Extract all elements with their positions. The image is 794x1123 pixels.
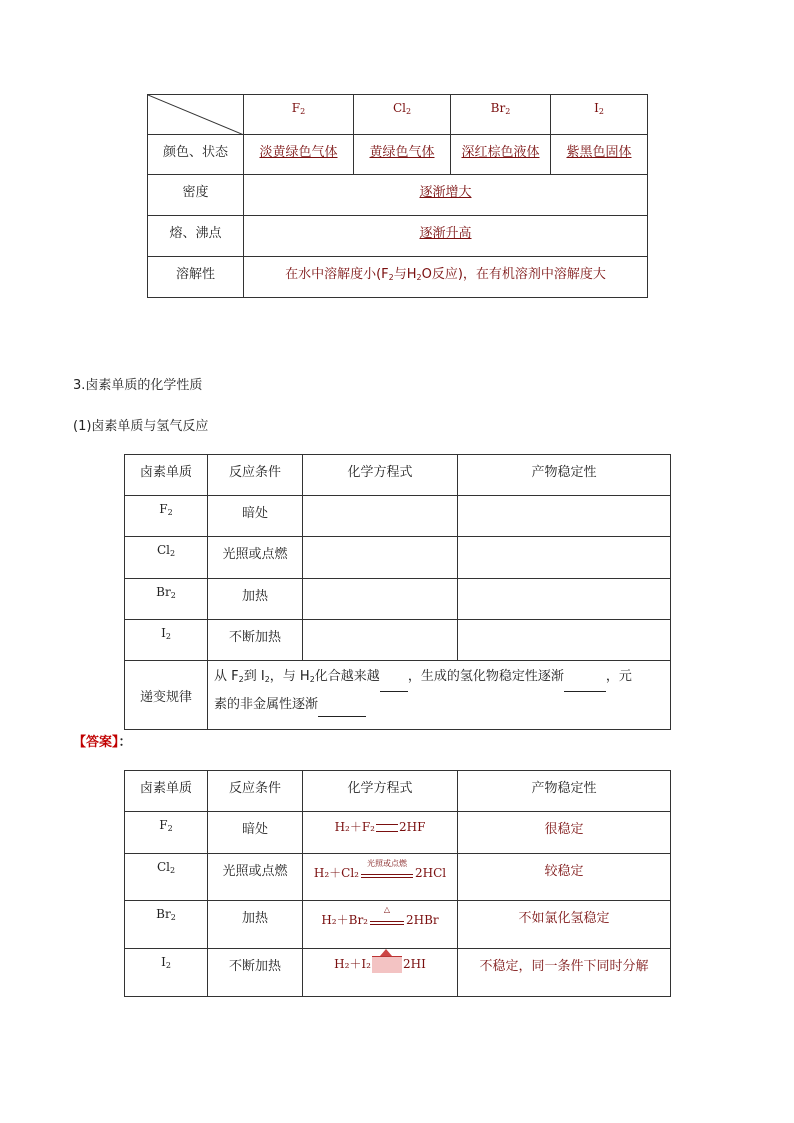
condition-cell: 加热	[208, 901, 303, 949]
reversible-condition-mark	[372, 956, 402, 973]
reaction-condition-arrow: 光照或点燃	[361, 867, 413, 881]
condition-cell: 光照或点燃	[208, 854, 303, 901]
halogen-br2: $Br_2$	[125, 901, 208, 949]
value-f2-color: 淡黄绿色气体	[244, 135, 354, 175]
answer-label: 【答案】：	[73, 735, 132, 750]
halogen-cl2: $Cl_2$	[125, 854, 208, 901]
halogen-f2: $F_2$	[125, 812, 208, 854]
stability-hf: 很稳定	[458, 812, 671, 854]
header-condition: 反应条件	[208, 771, 303, 812]
value-melting-boiling: 逐渐升高	[244, 216, 648, 257]
stability-blank-cell	[458, 537, 671, 579]
condition-cell: 不断加热	[208, 949, 303, 997]
value-i2-color: 紫黑色固体	[551, 135, 648, 175]
stability-hi: 不稳定，同一条件下同时分解	[458, 949, 671, 997]
row-label-density: 密度	[148, 175, 244, 216]
value-cl2-color: 黄绿色气体	[354, 135, 451, 175]
halogen-f2: $F_2$	[125, 496, 208, 537]
fill-blank[interactable]	[564, 667, 606, 692]
condition-cell: 光照或点燃	[208, 537, 303, 579]
equation-hi: H₂＋I₂ 2HI	[303, 949, 458, 997]
halogen-cl2: $Cl_2$	[125, 537, 208, 579]
equation-hbr: H₂＋Br₂ △ 2HBr	[303, 901, 458, 949]
equation-blank-cell	[303, 620, 458, 661]
fill-blank[interactable]	[318, 692, 366, 717]
rule-text: 从 $F_2$到 $I_2$，与 $H_2$化合越来越 ，生成的氢化物稳定性逐渐 ，元 素的非金属性逐渐	[208, 661, 671, 730]
equation-blank-cell	[303, 496, 458, 537]
value-br2-color: 深红棕色液体	[451, 135, 551, 175]
equation-blank-cell	[303, 579, 458, 620]
stability-hbr: 不如氯化氢稳定	[458, 901, 671, 949]
fill-blank[interactable]	[380, 667, 408, 692]
section-title: 3.卤素单质的化学性质	[73, 378, 203, 393]
condition-cell: 暗处	[208, 496, 303, 537]
equation-hcl: H₂＋Cl₂ 光照或点燃 2HCl	[303, 854, 458, 901]
header-halogen: 卤素单质	[125, 455, 208, 496]
equals-sign	[376, 824, 398, 832]
header-stability: 产物稳定性	[458, 771, 671, 812]
reaction-condition-arrow: △	[370, 914, 404, 928]
rule-label: 递变规律	[125, 661, 208, 730]
row-label-melting-boiling: 熔、沸点	[148, 216, 244, 257]
halogen-i2: $I_2$	[125, 949, 208, 997]
header-f2: $F_2$	[244, 95, 354, 135]
header-equation: 化学方程式	[303, 455, 458, 496]
header-equation: 化学方程式	[303, 771, 458, 812]
header-halogen: 卤素单质	[125, 771, 208, 812]
header-condition: 反应条件	[208, 455, 303, 496]
halogen-i2: $I_2$	[125, 620, 208, 661]
header-stability: 产物稳定性	[458, 455, 671, 496]
value-density: 逐渐增大	[244, 175, 648, 216]
hydrogen-reaction-table	[124, 454, 671, 730]
properties-table	[147, 94, 648, 298]
row-label-solubility: 溶解性	[148, 257, 244, 298]
value-solubility: 在水中溶解度小($F_2$与$H_2O$反应)，在有机溶剂中溶解度大	[244, 257, 648, 298]
condition-cell: 不断加热	[208, 620, 303, 661]
condition-cell: 加热	[208, 579, 303, 620]
answer-table	[124, 770, 671, 997]
row-label-color-state: 颜色、状态	[148, 135, 244, 175]
diagonal-header-cell	[148, 95, 244, 135]
stability-blank-cell	[458, 620, 671, 661]
halogen-br2: $Br_2$	[125, 579, 208, 620]
stability-hcl: 较稳定	[458, 854, 671, 901]
subsection-title: (1)卤素单质与氢气反应	[73, 419, 209, 434]
equation-blank-cell	[303, 537, 458, 579]
stability-blank-cell	[458, 579, 671, 620]
header-i2: $I_2$	[551, 95, 648, 135]
header-br2: $Br_2$	[451, 95, 551, 135]
stability-blank-cell	[458, 496, 671, 537]
header-cl2: $Cl_2$	[354, 95, 451, 135]
condition-cell: 暗处	[208, 812, 303, 854]
equation-hf: H₂＋F₂ 2HF	[303, 812, 458, 854]
